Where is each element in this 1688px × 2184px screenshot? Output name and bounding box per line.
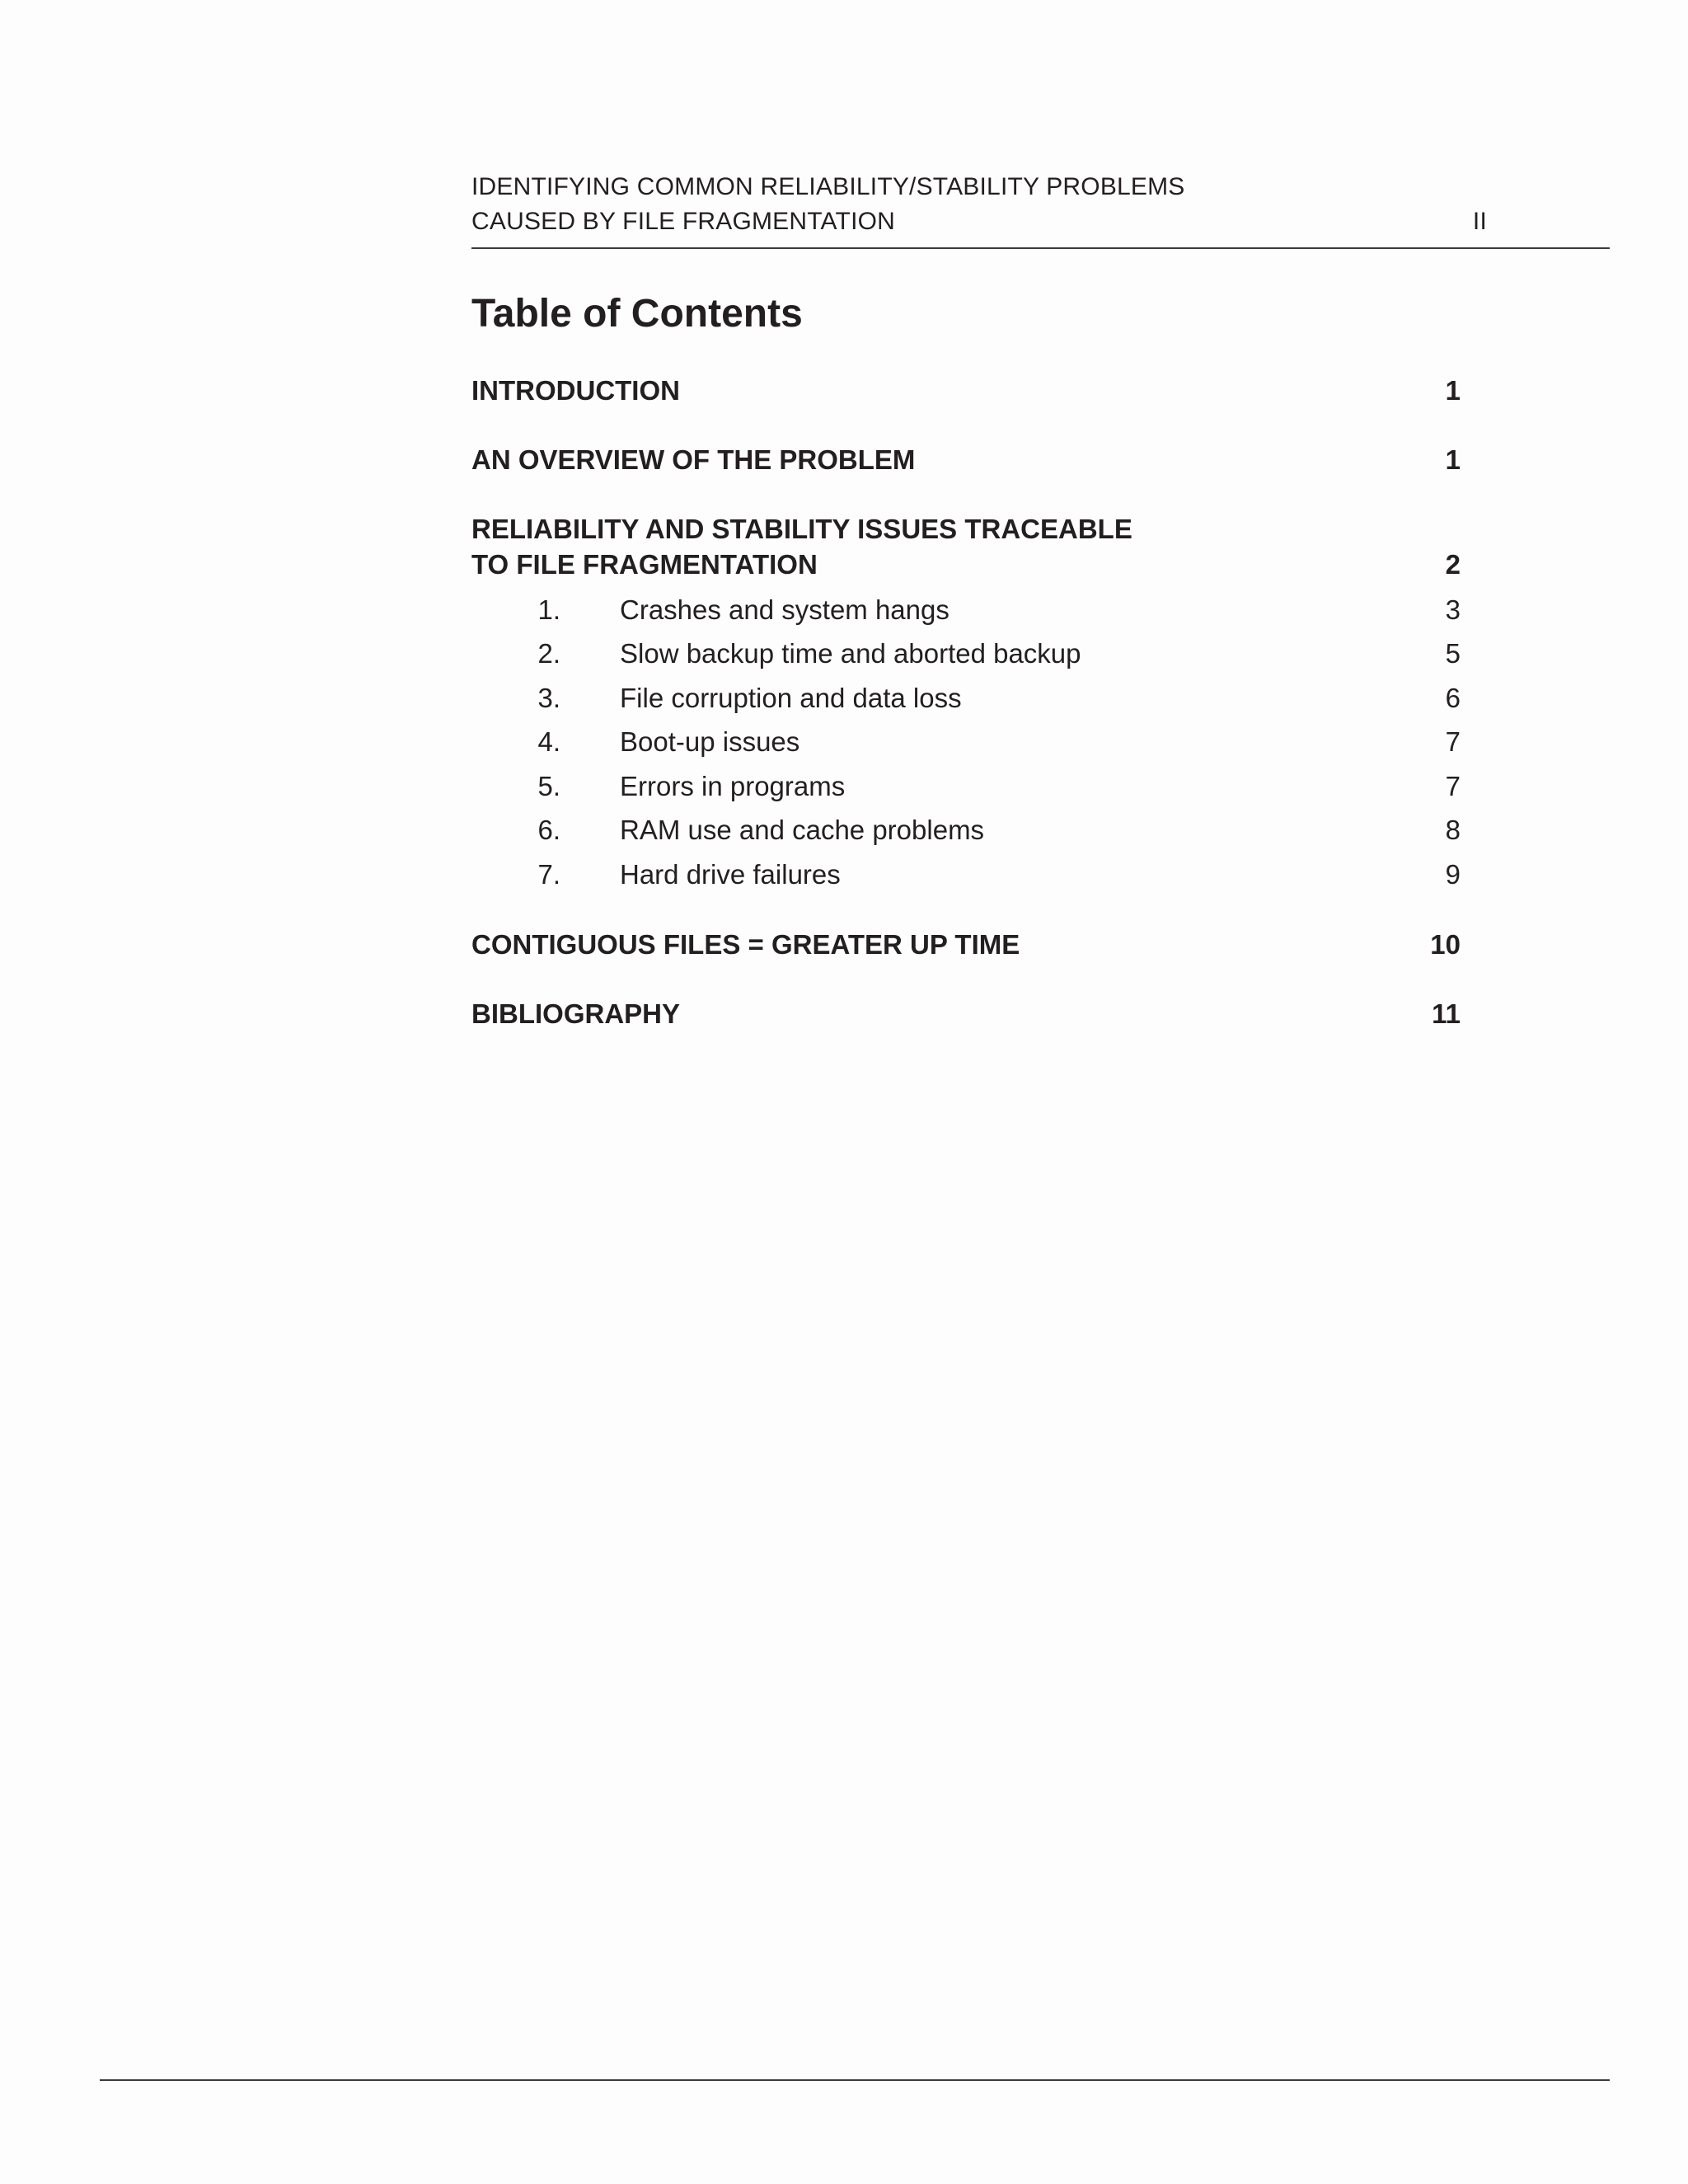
toc-entry-title: INTRODUCTION	[471, 375, 680, 406]
toc-title: Table of Contents	[471, 292, 803, 336]
page-folio: II	[1472, 208, 1487, 235]
toc-subentry-page: 7	[1445, 771, 1461, 801]
toc-entry-title: RELIABILITY AND STABILITY ISSUES TRACEABLE	[471, 514, 1132, 544]
running-head-line2-row	[471, 204, 1609, 239]
header-rule	[471, 247, 1610, 249]
toc-entry-page: 11	[1432, 998, 1461, 1029]
toc-subentry-number: 1.	[537, 594, 560, 625]
running-head-line1: IDENTIFYING COMMON RELIABILITY/STABILITY PROBLEMS	[471, 173, 1185, 200]
toc-entry-page: 1	[1445, 444, 1461, 475]
toc-subentry-title: File corruption and data loss	[620, 683, 962, 713]
toc-subentry-title: Slow backup time and aborted backup	[620, 638, 1081, 669]
toc-subentry-page: 7	[1445, 726, 1461, 757]
toc-entry-title: AN OVERVIEW OF THE PROBLEM	[471, 444, 916, 475]
toc-entry-title: TO FILE FRAGMENTATION	[471, 549, 818, 580]
toc-subentry-number: 7.	[537, 859, 560, 890]
toc-subentry-number: 5.	[537, 771, 560, 801]
toc-entry-page: 10	[1430, 929, 1461, 960]
toc-subentry-number: 4.	[537, 726, 560, 757]
toc-subentry-page: 8	[1445, 815, 1461, 845]
toc-entry-page: 1	[1445, 375, 1461, 406]
toc-subentry-number: 2.	[537, 638, 560, 669]
toc-entry-title: CONTIGUOUS FILES = GREATER UP TIME	[471, 929, 1020, 960]
toc-subentry-title: Crashes and system hangs	[620, 594, 950, 625]
toc-subentry-page: 6	[1445, 683, 1461, 713]
footer-rule	[100, 2079, 1610, 2081]
toc-entry-title: BIBLIOGRAPHY	[471, 998, 681, 1029]
running-head-line2: CAUSED BY FILE FRAGMENTATION	[471, 208, 896, 235]
toc-subentry-title: RAM use and cache problems	[620, 815, 985, 845]
toc-subentry-page: 5	[1445, 638, 1461, 669]
toc-subentry-title: Boot-up issues	[620, 726, 800, 757]
toc-subentry-page: 9	[1445, 859, 1461, 890]
toc-subentry-title: Hard drive failures	[620, 859, 841, 890]
toc-entry-page: 2	[1445, 549, 1461, 580]
running-head	[471, 170, 1609, 239]
toc-subentry-title: Errors in programs	[620, 771, 846, 801]
toc-subentry-number: 3.	[537, 683, 560, 713]
toc-subentry-number: 6.	[537, 815, 560, 845]
toc-subentry-page: 3	[1445, 594, 1461, 625]
